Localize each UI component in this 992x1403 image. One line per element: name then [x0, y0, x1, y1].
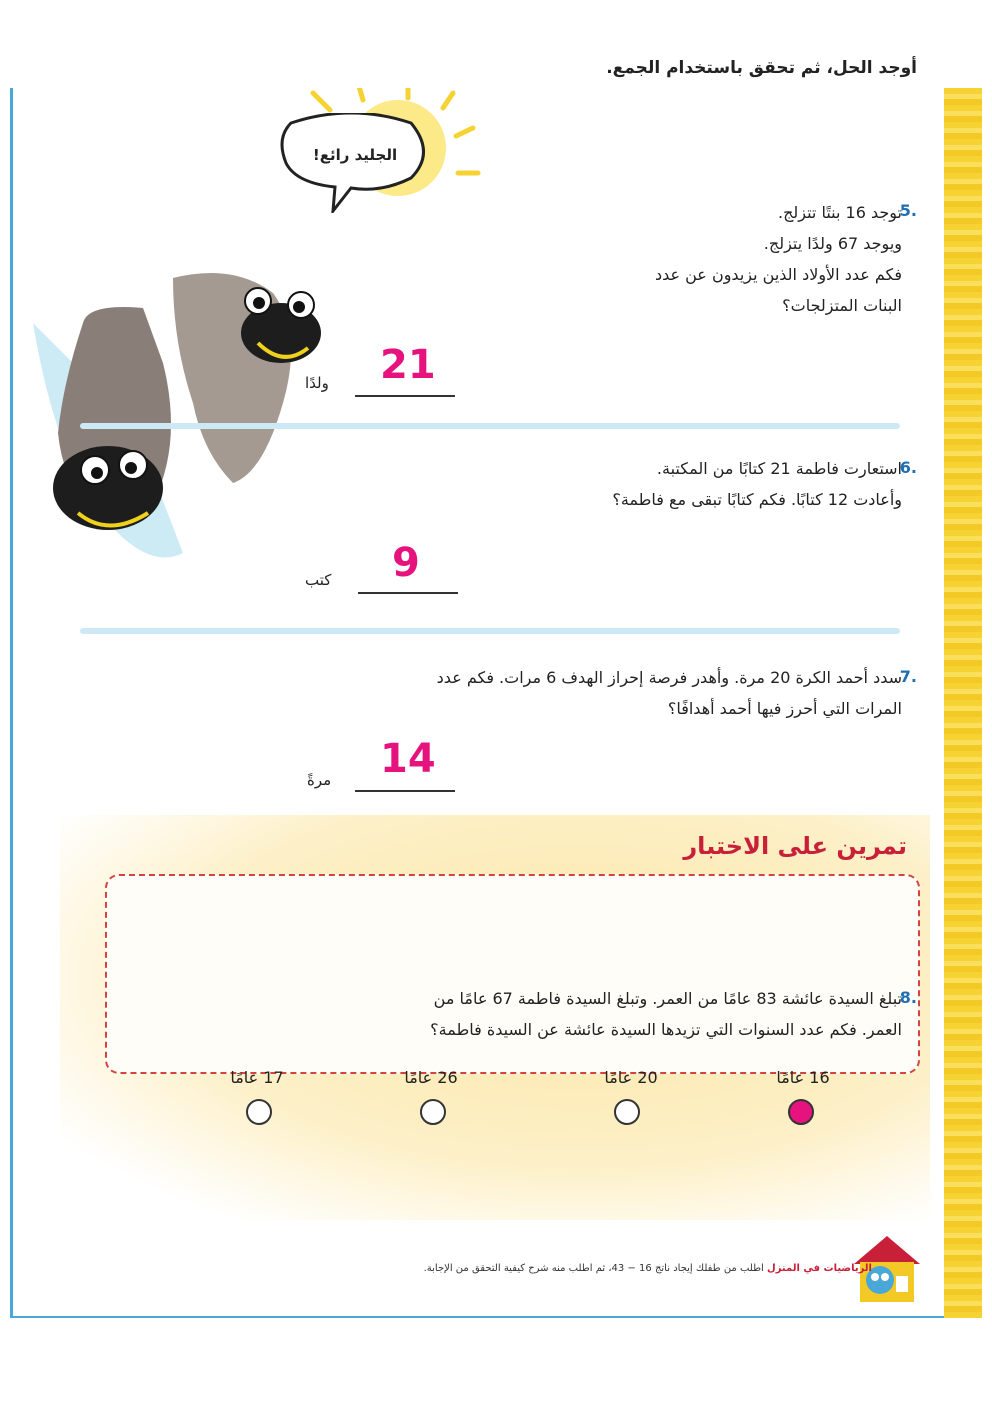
footer-label: الرياضيات في المنزل	[767, 1263, 872, 1274]
choice-radio-a[interactable]	[788, 1099, 814, 1125]
problem-8-number: 8.	[899, 988, 917, 1007]
problem-6-unit: كتب	[305, 571, 332, 589]
choice-radio-d[interactable]	[246, 1099, 272, 1125]
yellow-side-strip	[944, 88, 982, 1318]
problem-5-line: البنات المتزلجات؟	[782, 296, 902, 315]
test-practice-title: تمرين على الاختبار	[683, 832, 907, 860]
problem-7-number: 7.	[899, 667, 917, 686]
problem-6-line: وأعادت 12 كتابًا. فكم كتابًا تبقى مع فاطمة؟	[612, 490, 902, 509]
choice-radio-b[interactable]	[614, 1099, 640, 1125]
footer-text: اطلب من طفلك إيجاد ناتج 16 − 43، ثم اطلب منه شرح كيفية التحقق من الإجابة.	[423, 1263, 764, 1274]
problem-5-unit: ولدًا	[305, 374, 329, 392]
bubble-text: الجليد رائع!	[312, 146, 398, 164]
section-divider	[80, 628, 900, 634]
choice-label-d: 17 عامًا	[230, 1068, 284, 1087]
choice-radio-c[interactable]	[420, 1099, 446, 1125]
problem-7-unit: مرةً	[307, 771, 332, 789]
problem-5-line: توجد 16 بنتًا تتزلج.	[777, 203, 902, 222]
problem-5-line: فكم عدد الأولاد الذين يزيدون عن عدد	[654, 265, 902, 284]
problem-6-line: استعارت فاطمة 21 كتابًا من المكتبة.	[656, 459, 902, 478]
problem-5-line: ويوجد 67 ولدًا يتزلج.	[763, 234, 902, 253]
problem-6-number: 6.	[899, 458, 917, 477]
problem-7-answer-line	[355, 790, 455, 792]
problem-7-answer[interactable]: 14	[380, 736, 436, 782]
problem-5-text	[655, 197, 902, 321]
problem-8-line: تبلغ السيدة عائشة 83 عامًا من العمر. وتبلغ السيدة فاطمة 67 عامًا من	[433, 989, 902, 1008]
problem-7-text	[437, 662, 902, 724]
problem-8-line: العمر. فكم عدد السنوات التي تزيدها السيدة عائشة عن السيدة فاطمة؟	[430, 1020, 902, 1039]
section-divider	[80, 423, 900, 429]
problem-5-answer[interactable]: 21	[380, 342, 436, 388]
problem-6-answer-line	[358, 592, 458, 594]
problem-7-line: المرات التي أحرز فيها أحمد أهدافًا؟	[667, 699, 902, 718]
problem-8-text	[192, 983, 902, 1045]
footer-note	[424, 1263, 872, 1274]
choice-label-a: 16 عامًا	[776, 1068, 830, 1087]
problem-5-answer-line	[355, 395, 455, 397]
choice-label-c: 26 عامًا	[404, 1068, 458, 1087]
problem-6-answer[interactable]: 9	[392, 540, 420, 586]
problem-5-number: 5.	[899, 201, 917, 220]
choice-label-b: 20 عامًا	[604, 1068, 658, 1087]
problem-7-line: سدد أحمد الكرة 20 مرة. وأهدر فرصة إحراز الهدف 6 مرات. فكم عدد	[436, 668, 902, 687]
instruction-heading: أوجد الحل، ثم تحقق باستخدام الجمع.	[606, 58, 917, 78]
problem-6-text	[612, 453, 902, 515]
